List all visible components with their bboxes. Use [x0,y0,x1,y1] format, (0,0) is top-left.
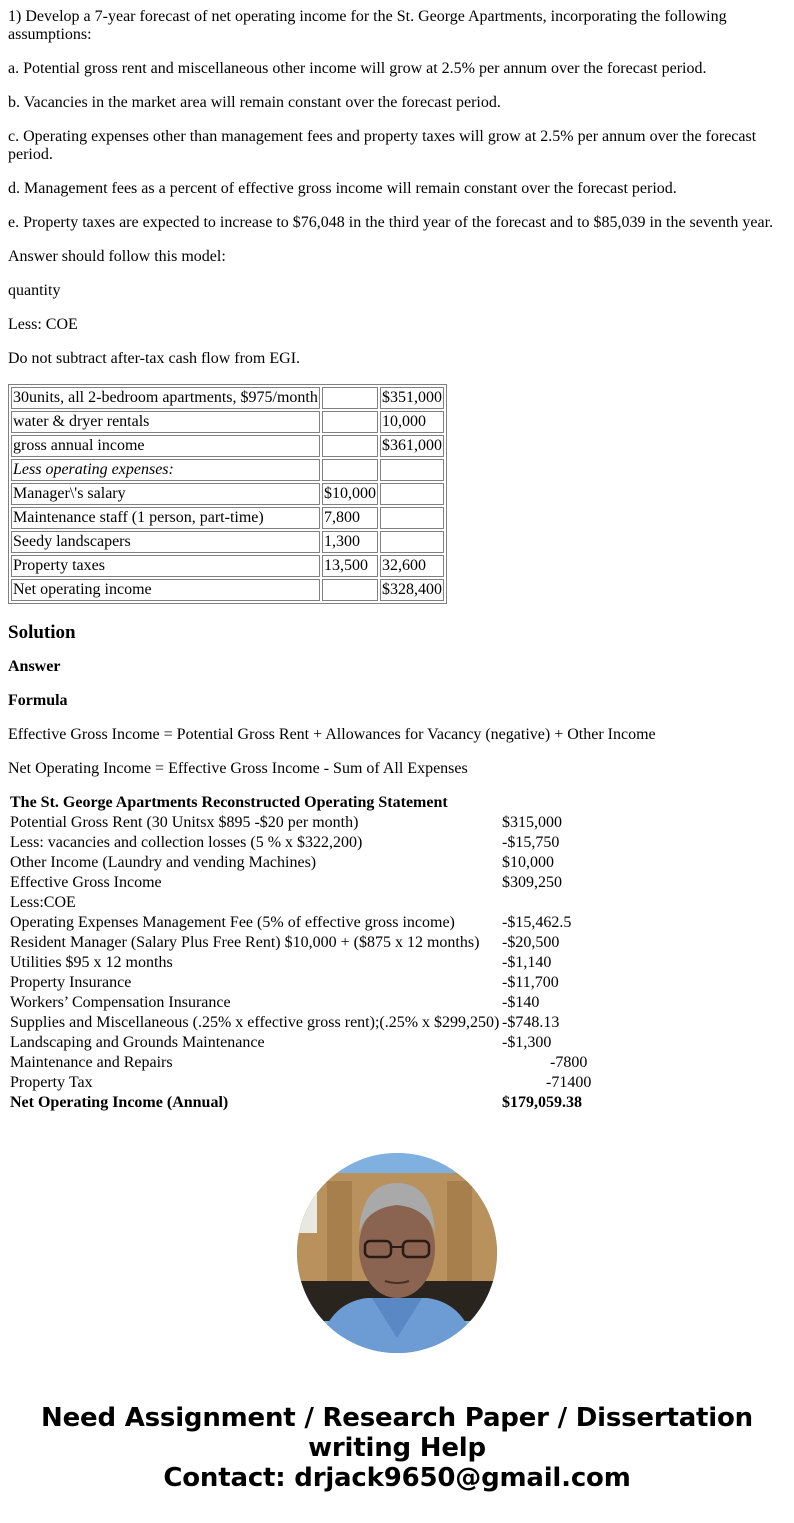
row-label: Less: vacancies and collection losses (5 % x $322,200) [10,834,363,851]
quantity-text: quantity [8,282,61,299]
assumption-b: b. Vacancies in the market area will remain constant over the forecast period. [8,94,501,111]
table-row [11,411,444,433]
tutor-avatar [297,1153,497,1353]
row-label: Effective Gross Income [10,874,162,891]
row-value: $315,000 [502,814,562,831]
row-label: Property Tax [10,1074,93,1091]
row-value: -$140 [502,994,540,1011]
row-value: -71400 [546,1074,592,1091]
row-col2 [322,579,378,601]
table-row [10,814,640,832]
solution-heading: Solution [8,622,76,643]
table-row [10,854,640,872]
row-col2 [322,411,378,433]
table-row [11,531,444,553]
assumption-d: d. Management fees as a percent of effective gross income will remain constant over the forecast period. [8,180,677,197]
table-row [10,1034,640,1052]
row-label: gross annual income [11,435,320,457]
row-label: Operating Expenses Management Fee (5% of effective gross income) [10,914,455,931]
promo-contact: Contact: drjack9650@gmail.com [163,1463,631,1493]
row-label: 30units, all 2-bedroom apartments, $975/month [11,387,320,409]
row-value: -$20,500 [502,934,560,951]
portrait-image [297,1153,497,1353]
row-col2: 13,500 [322,555,378,577]
row-col2 [322,459,378,481]
table-row [10,1074,640,1092]
table-row [10,894,640,912]
row-value [502,894,640,912]
table-row [11,483,444,505]
promo-banner [0,1403,794,1493]
row-value: -$15,750 [502,834,560,851]
row-label: Property Insurance [10,974,132,991]
table-row [11,459,444,481]
formula-egi: Effective Gross Income = Potential Gross Rent + Allowances for Vacancy (negative) + Other Income [8,726,656,743]
row-col3: $351,000 [380,387,444,409]
row-value: -$1,300 [502,1034,552,1051]
model-note: Answer should follow this model: [8,248,226,265]
row-value: $10,000 [502,854,554,871]
table-row [10,1054,640,1072]
financial-data-table [8,384,447,604]
table-row [10,994,640,1012]
row-label: Net operating income [11,579,320,601]
row-col3: $361,000 [380,435,444,457]
statement-title-row [10,794,640,812]
formula-noi: Net Operating Income = Effective Gross Income - Sum of All Expenses [8,760,468,777]
row-col3: 10,000 [380,411,444,433]
row-col3 [380,483,444,505]
row-label: Other Income (Laundry and vending Machines) [10,854,317,871]
row-col3 [380,459,444,481]
table-row [10,954,640,972]
table-row [10,934,640,952]
promo-line-2: writing Help [308,1433,486,1463]
row-col2: $10,000 [322,483,378,505]
total-label: Net Operating Income (Annual) [10,1094,229,1111]
row-value: -$748.13 [502,1014,560,1031]
table-row [11,435,444,457]
table-row [10,914,640,932]
row-col2 [322,435,378,457]
row-label: water & dryer rentals [11,411,320,433]
row-label: Resident Manager (Salary Plus Free Rent) $10,000 + ($875 x 12 months) [10,934,480,951]
formula-label: Formula [8,692,68,709]
table-row [10,834,640,852]
row-label: Supplies and Miscellaneous (.25% x effective gross rent);(.25% x $299,250) [10,1014,500,1031]
row-col3 [380,531,444,553]
row-label: Workers’ Compensation Insurance [10,994,231,1011]
row-label: Landscaping and Grounds Maintenance [10,1034,265,1051]
promo-line-1: Need Assignment / Research Paper / Dissertation [41,1403,753,1433]
assumption-e: e. Property taxes are expected to increase to $76,048 in the third year of the forecast and to $85,039 in the seventh year. [8,214,774,231]
row-col3: 32,600 [380,555,444,577]
question-intro: 1) Develop a 7-year forecast of net operating income for the St. George Apartments, incorporating the following assumptions: [8,8,727,43]
row-col3 [380,507,444,529]
row-label: Utilities $95 x 12 months [10,954,173,971]
row-col2: 1,300 [322,531,378,553]
row-label: Maintenance staff (1 person, part-time) [11,507,320,529]
statement-title: The St. George Apartments Reconstructed Operating Statement [10,794,448,811]
row-label: Potential Gross Rent (30 Unitsx $895 -$20 per month) [10,814,359,831]
document-body [8,0,786,1114]
table-row [11,579,444,601]
row-label: Less operating expenses: [11,459,320,481]
row-label: Less:COE [10,894,76,911]
table-row [11,555,444,577]
row-label: Seedy landscapers [11,531,320,553]
row-col3: $328,400 [380,579,444,601]
row-label: Maintenance and Repairs [10,1054,173,1071]
total-row [10,1094,640,1112]
row-value: -$15,462.5 [502,914,572,931]
table-row [10,874,640,892]
table-row [10,974,640,992]
row-value: -$1,140 [502,954,552,971]
answer-label: Answer [8,658,61,675]
operating-statement-table [8,792,642,1114]
egi-note: Do not subtract after-tax cash flow from EGI. [8,350,301,367]
table-row [11,387,444,409]
table-row [11,507,444,529]
row-label: Property taxes [11,555,320,577]
row-col2 [322,387,378,409]
row-value: -$11,700 [502,974,559,991]
table-row [10,1014,640,1032]
row-value: -7800 [550,1054,588,1071]
row-col2: 7,800 [322,507,378,529]
total-value: $179,059.38 [502,1094,582,1111]
assumption-c: c. Operating expenses other than management fees and property taxes will grow at 2.5% per annum over the forecast period. [8,128,757,163]
row-label: Manager\'s salary [11,483,320,505]
less-coe-text: Less: COE [8,316,78,333]
row-value: $309,250 [502,874,562,891]
assumption-a: a. Potential gross rent and miscellaneous other income will grow at 2.5% per annum over the forecast period. [8,60,707,77]
